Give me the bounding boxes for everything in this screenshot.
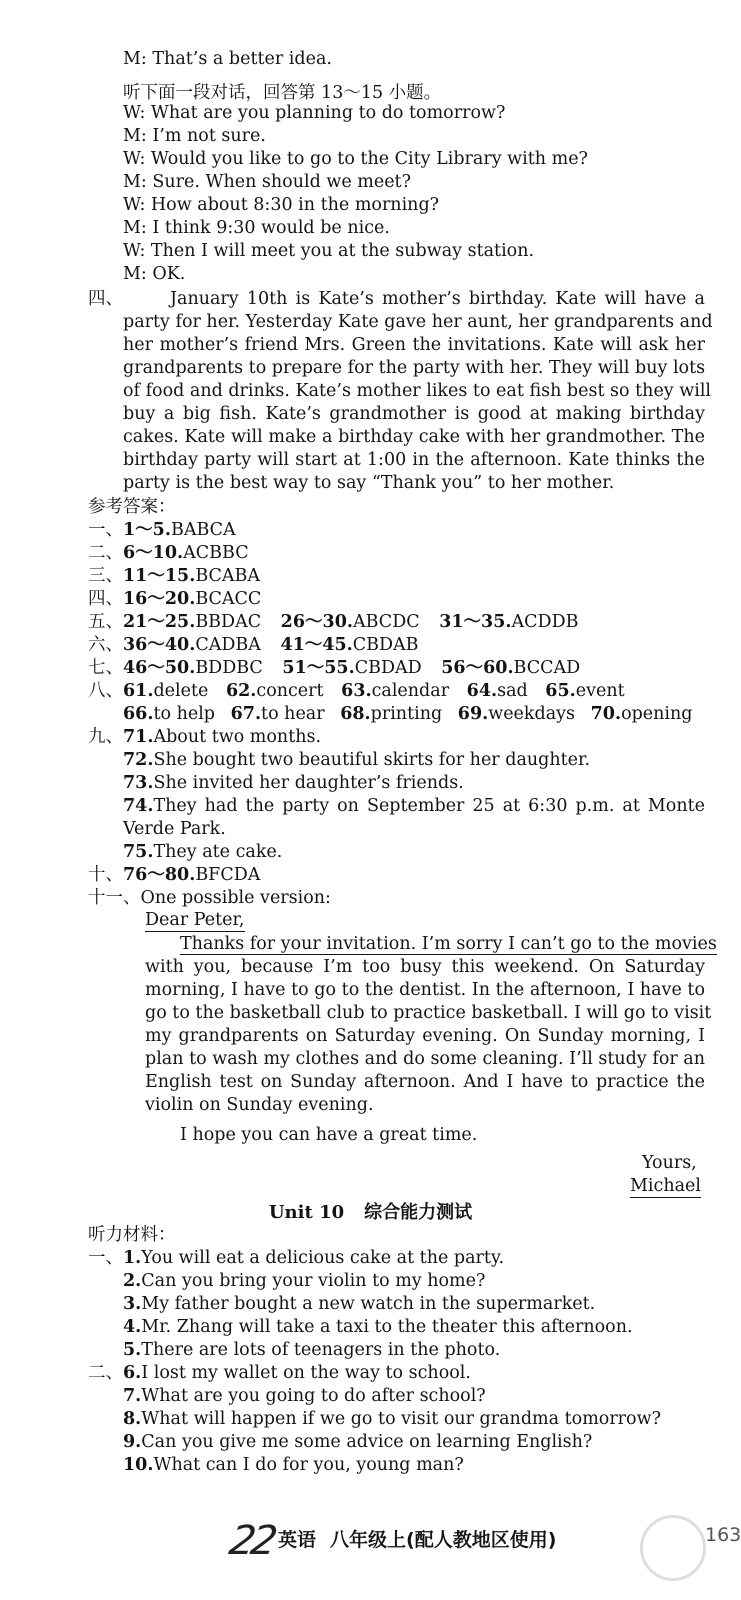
dialogue-line: W: Would you like to go to the City Library with me? (123, 149, 588, 169)
answer-row: 一、1～5.BABCA (88, 520, 236, 540)
passage-line: January 10th is Kate’s mother’s birthday. Kate will have a (170, 289, 705, 309)
listening-item: 一、1.You will eat a delicious cake at the party. (88, 1248, 505, 1268)
unit-title: Unit 10 综合能力测试 (268, 1202, 473, 1223)
page-number: 163 (705, 1524, 741, 1546)
letter-signature: Michael (630, 1176, 701, 1196)
passage-line: of food and drinks. Kate’s mother likes to eat fish best so they will (123, 381, 712, 401)
answer-row: 十一、One possible version: (88, 888, 331, 908)
listening-item: 7.What are you going to do after school? (123, 1386, 486, 1406)
dialogue-line: W: How about 8:30 in the morning? (123, 195, 440, 215)
answers-heading: 参考答案： (88, 497, 176, 517)
handwritten-mark: 22 (225, 1518, 277, 1564)
letter-line: English test on Sunday afternoon. And I have to practice the (145, 1072, 705, 1092)
answer-row: 八、61.delete 62.concert 63.calendar 64.sad 65.event (88, 681, 625, 701)
listening-item: 2.Can you bring your violin to my home? (123, 1271, 486, 1291)
answer-row: 三、11～15.BCABA (88, 566, 261, 586)
dialogue-line: M: I’m not sure. (123, 126, 266, 146)
listening-item: 3.My father bought a new watch in the supermarket. (123, 1294, 596, 1314)
answer-row: 72.She bought two beautiful skirts for her daughter. (123, 750, 591, 770)
letter-sign-off: Yours, (642, 1153, 697, 1173)
passage-line: her mother’s friend Mrs. Green the invitations. Kate will ask her (123, 335, 705, 355)
letter-line: Thanks for your invitation. I’m sorry I can’t go to the movies (180, 934, 717, 954)
page-footer: 英语 八年级上(配人教地区使用) (278, 1529, 557, 1551)
letter-line: with you, because I’m too busy this weekend. On Saturday (145, 957, 705, 977)
answer-row: 六、36～40.CADBA 41～45.CBDAB (88, 635, 419, 655)
passage-line: buy a big fish. Kate’s grandmother is good at making birthday (123, 404, 705, 424)
letter-line: my grandparents on Saturday evening. On Sunday morning, I (145, 1026, 705, 1046)
watermark-seal (640, 1515, 706, 1581)
answer-row: 74.They had the party on September 25 at 6:30 p.m. at Monte (123, 796, 705, 816)
dialogue-line: M: That’s a better idea. (123, 49, 332, 69)
answer-row: 66.to help 67.to hear 68.printing 69.weekdays 70.opening (123, 704, 693, 724)
dialogue-line: M: I think 9:30 would be nice. (123, 218, 390, 238)
answer-row: 七、46～50.BDDBC 51～55.CBDAD 56～60.BCCAD (88, 658, 581, 678)
answer-row: Verde Park. (123, 819, 226, 839)
letter-line: morning, I have to go to the dentist. In the afternoon, I have to (145, 980, 705, 1000)
passage-line: party is the best way to say “Thank you” to her mother. (123, 473, 615, 493)
letter-greeting: Dear Peter, (145, 910, 245, 930)
listening-heading: 听力材料： (88, 1225, 176, 1245)
answer-row: 九、71.About two months. (88, 727, 322, 747)
listening-item: 10.What can I do for you, young man? (123, 1455, 464, 1475)
answer-row: 75.They ate cake. (123, 842, 283, 862)
listening-item: 8.What will happen if we go to visit our grandma tomorrow? (123, 1409, 661, 1429)
dialogue-line: W: What are you planning to do tomorrow? (123, 103, 506, 123)
listening-item: 4.Mr. Zhang will take a taxi to the theater this afternoon. (123, 1317, 633, 1337)
answer-row: 二、6～10.ACBBC (88, 543, 249, 563)
answer-row: 73.She invited her daughter’s friends. (123, 773, 464, 793)
passage-four-label: 四、 (88, 289, 123, 309)
passage-line: birthday party will start at 1:00 in the afternoon. Kate thinks the (123, 450, 705, 470)
passage-line: grandparents to prepare for the party with her. They will buy lots (123, 358, 706, 378)
dialogue-instruction: 听下面一段对话，回答第 13～15 小题。 (123, 83, 442, 103)
letter-line: go to the basketball club to practice basketball. I will go to visit (145, 1003, 712, 1023)
dialogue-line: W: Then I will meet you at the subway station. (123, 241, 535, 261)
answer-row: 十、76～80.BFCDA (88, 865, 261, 885)
answer-row: 五、21～25.BBDAC 26～30.ABCDC 31～35.ACDDB (88, 612, 579, 632)
listening-item: 5.There are lots of teenagers in the photo. (123, 1340, 501, 1360)
letter-line: plan to wash my clothes and do some cleaning. I’ll study for an (145, 1049, 705, 1069)
dialogue-line: M: Sure. When should we meet? (123, 172, 411, 192)
listening-item: 9.Can you give me some advice on learning English? (123, 1432, 593, 1452)
letter-closing: I hope you can have a great time. (180, 1125, 478, 1145)
passage-line: party for her. Yesterday Kate gave her aunt, her grandparents and (123, 312, 713, 332)
dialogue-line: M: OK. (123, 264, 186, 284)
letter-line: violin on Sunday evening. (145, 1095, 374, 1115)
listening-item: 二、6.I lost my wallet on the way to school. (88, 1363, 471, 1383)
answer-row: 四、16～20.BCACC (88, 589, 262, 609)
passage-line: cakes. Kate will make a birthday cake with her grandmother. The (123, 427, 705, 447)
